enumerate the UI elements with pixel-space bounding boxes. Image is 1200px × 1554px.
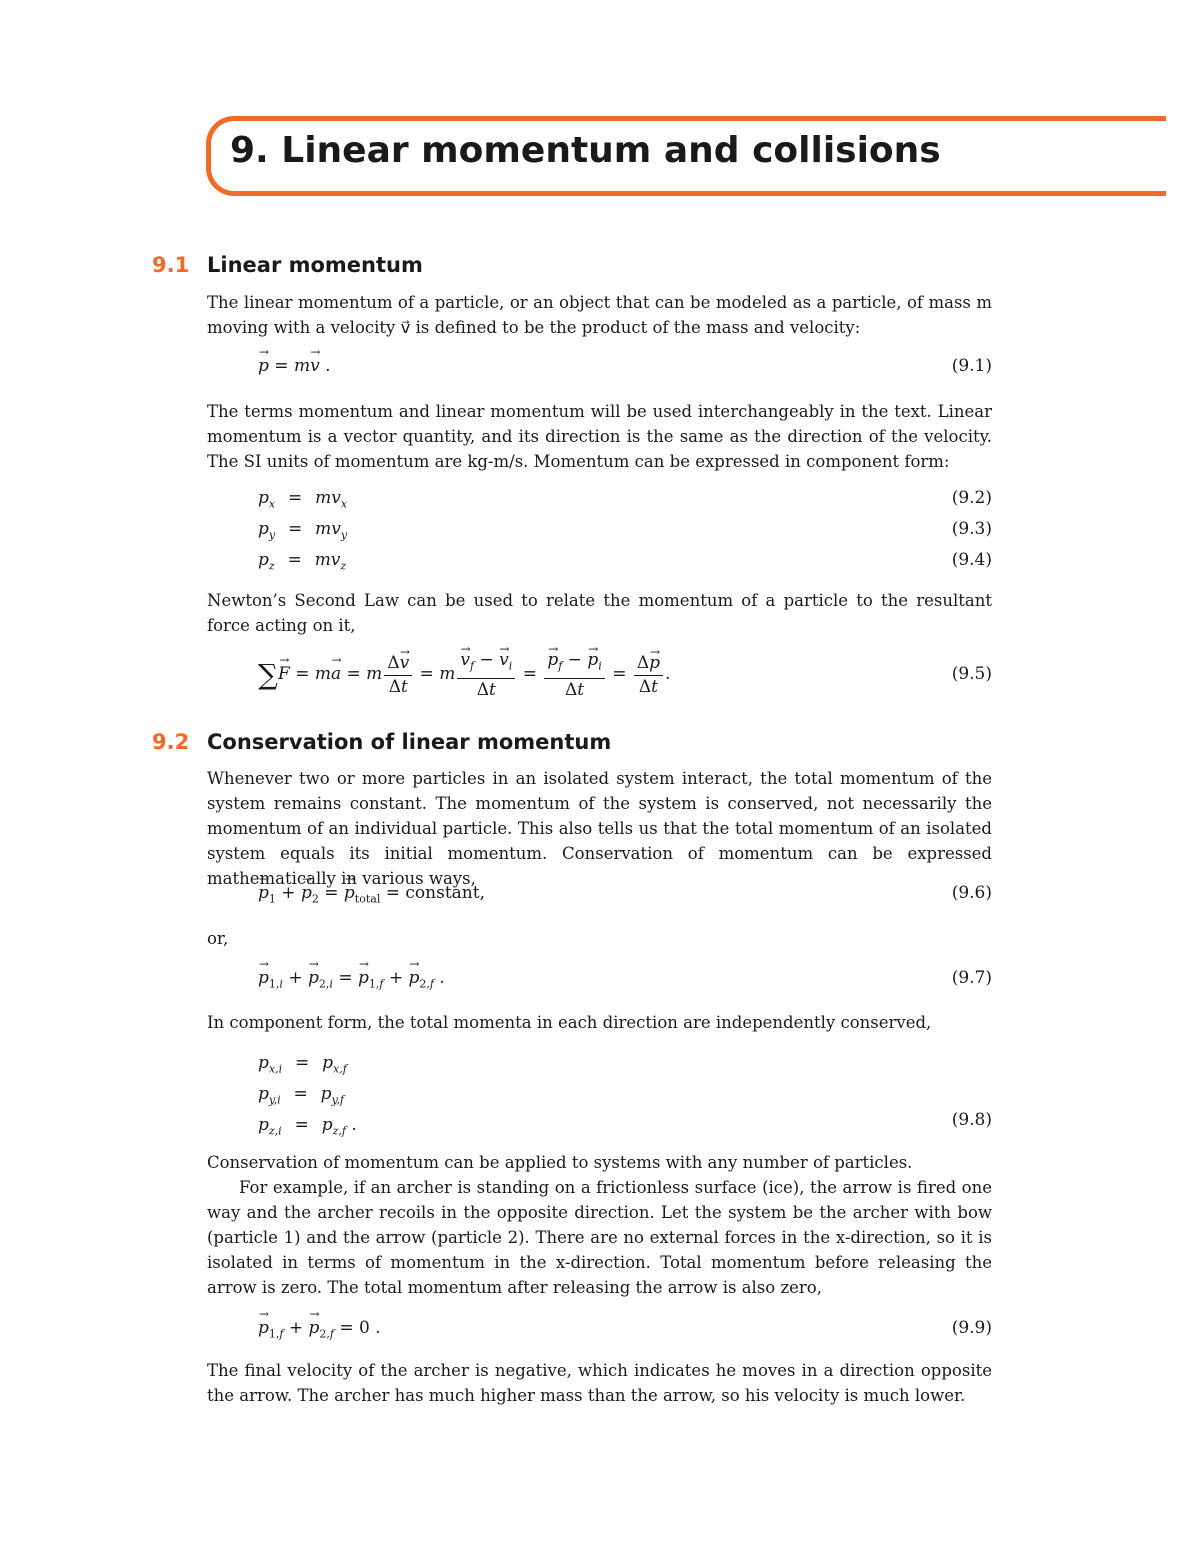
- paragraph: The linear momentum of a particle, or an object that can be modeled as a particle, of mass m moving with a velocity v⃗ is defined to be the product of the mass and velocity:: [207, 293, 992, 337]
- equation-number: (9.1): [951, 356, 992, 376]
- equation-number: (9.7): [951, 968, 992, 988]
- equation-9-3: $p_y = mv_y$: [258, 519, 348, 542]
- paragraph: Whenever two or more particles in an isolated system interact, the total momentum of the system remains constant. The momentum of the system is conserved, not necessarily the momentum of an individual particle. This also tells us that the total momentum of an isolated system equals its initial momentum. Conservation of momentum can be expressed mathematically in various ways,: [207, 769, 992, 888]
- equation-9-2: $p_x = mv_x$: [258, 488, 348, 511]
- paragraph: The terms momentum and linear momentum will be used interchangeably in the text. Linear momentum is a vector quantity, and its direction is the same as the direction of the velocity. The SI units of momentum are kg-m/s. Momentum can be expressed in component form:: [207, 402, 992, 471]
- chapter-title: 9. Linear momentum and collisions: [230, 130, 941, 171]
- equation-number: (9.5): [951, 664, 992, 684]
- equation-9-8-x: $p_{x,i} = p_{x,f}$: [258, 1053, 347, 1076]
- equals-sign: =: [287, 488, 303, 508]
- equation-9-8-z: $p_{z,i} = p_{z,f}$ .: [258, 1115, 357, 1138]
- paragraph: Newton’s Second Law can be used to relate the momentum of a particle to the resultant force acting on it,: [207, 591, 992, 635]
- equation-number: (9.9): [951, 1318, 992, 1338]
- equation-9-9: → $p_{1,f}$ + → $p_{2,f} = 0$ .: [258, 1318, 381, 1340]
- equation-number: (9.2): [951, 488, 992, 508]
- paragraph: For example, if an archer is standing on a frictionless surface (ice), the arrow is fired one way and the archer recoils in the opposite direction. Let the system be the archer with bow (particle 1) and the arrow (particle 2). There are no external forces in the x-direction, so it is isolated in terms of momentum in the x-direction. Total momentum before releasing the arrow is zero. The total momentum after releasing the arrow is also zero,: [207, 1178, 992, 1297]
- subscript-total: total: [354, 892, 381, 906]
- equals-sign: =: [287, 519, 303, 539]
- equation-9-5: ∑→ F = m→ a = m $\frac{\Delta\to v}{\Delta t}$ = m → $\frac{v_f - \to v_i}{\Delta t}$ = → $\frac{p_f - \to p_i}{\Delta t}$ = $\frac{\Delta\to p}{\Delta t}$ .: [258, 648, 670, 701]
- equals-sign: =: [268, 356, 294, 376]
- paragraph: Conservation of momentum can be applied to systems with any number of particles.: [207, 1153, 913, 1172]
- equals-sign: =: [287, 550, 302, 570]
- section-number: 9.1: [152, 253, 190, 277]
- equals-zero: = 0 .: [339, 1318, 381, 1338]
- equals-sign: =: [294, 1115, 309, 1135]
- equation-number: (9.3): [951, 519, 992, 539]
- equals-constant: = constant,: [385, 883, 485, 903]
- equals-sign: =: [294, 1053, 310, 1073]
- equation-number: (9.8): [951, 1110, 992, 1130]
- equation-number: (9.4): [951, 550, 992, 570]
- equation-9-1: → p = m→ v .: [258, 356, 331, 376]
- paragraph: In component form, the total momenta in each direction are independently conserved,: [207, 1013, 932, 1032]
- section-title: Linear momentum: [207, 253, 423, 277]
- equation-9-6: → $p_1$ + → $p_2$ = → $p_{total}$ = constant,: [258, 883, 485, 905]
- paragraph: The final velocity of the archer is negative, which indicates he moves in a direction opposite the arrow. The archer has much higher mass than the arrow, so his velocity is much lower.: [207, 1361, 992, 1405]
- equals-sign: =: [293, 1084, 308, 1104]
- equation-number: (9.6): [951, 883, 992, 903]
- period: .: [319, 356, 331, 376]
- equation-9-8-y: $p_{y,i} = p_{y,f}$: [258, 1084, 344, 1107]
- vector-p: → p: [258, 356, 269, 376]
- equation-9-7: → $p_{1,i}$ + → $p_{2,i}$ = → $p_{1,f}$ + → $p_{2,f}$ .: [258, 968, 445, 990]
- section-number: 9.2: [152, 730, 190, 754]
- section-title: Conservation of linear momentum: [207, 730, 612, 754]
- paragraph: or,: [207, 929, 229, 948]
- equation-9-4: $p_z = mv_z$: [258, 550, 347, 573]
